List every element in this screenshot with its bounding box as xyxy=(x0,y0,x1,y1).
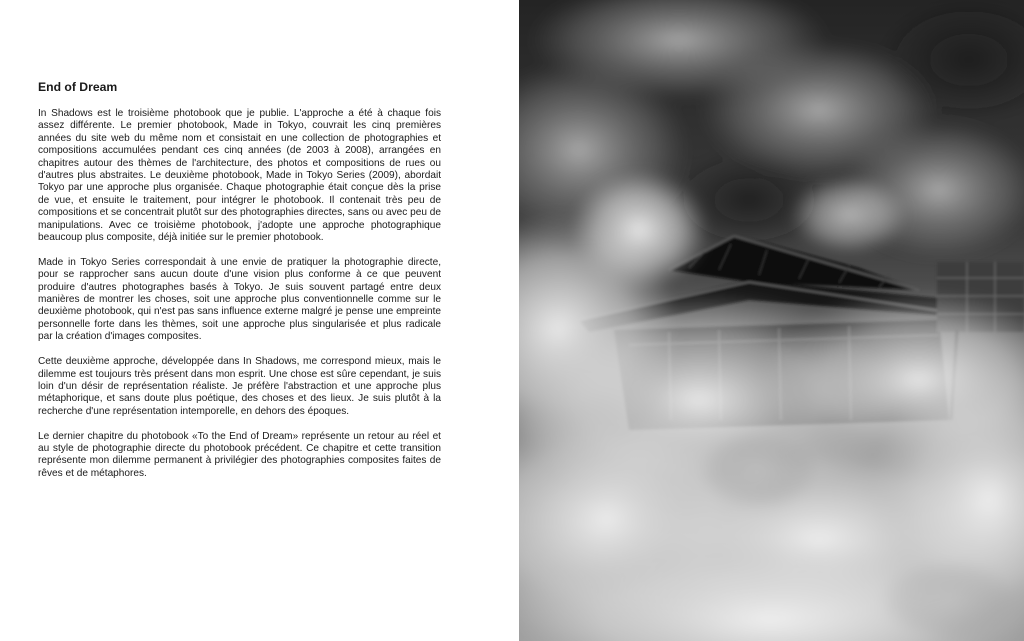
paragraph-3: Cette deuxième approche, développée dans In Shadows, me correspond mieux, mais le dilemme est toujours très présent dans mon esprit. Une chose est sûre cependant, je suis loin d'un désir de représentation réaliste. Je préfère l'abstraction et une approche plus métaphorique, et sans doute plus poétique, des choses et des lieux. Je suis plutôt à la recherche d'une représentation intemporelle, en dehors des époques. xyxy=(38,356,441,417)
paragraph-2: Made in Tokyo Series correspondait à une envie de pratiquer la photographie directe, pour se rapprocher sans aucun doute d'une vision plus conforme à ce que peuvent produire d'autres photographes basés à Tokyo. Je suis souvent partagé entre deux manières de montrer les choses, soit une approche plus conventionnelle comme sur le deuxième photobook, qui n'est pas sans influence externe malgré je pense une empreinte personnelle forte dans les thèmes, soit une approche plus singularisée et plus radicale par la création d'images composites. xyxy=(38,256,441,343)
paragraph-1: In Shadows est le troisième photobook que je publie. L'approche a été à chaque fois assez différente. Le premier photobook, Made in Tokyo, couvrait les cinq premières années du site web du même nom et consistait en une collection de photographies et compositions accumulées pendant ces cinq années (de 2003 à 2008), arrangées en chapitres autour des thèmes de l'architecture, des photos et compositions de rues ou d'autres plus abstraites. Le deuxième photobook, Made in Tokyo Series (2009), abordait Tokyo par une approche plus organisée. Chaque photographie était conçue dès la prise de vue, et ensuite le traitement, pour intégrer le photobook. Il contenait très peu de compositions et se concentrait plutôt sur des photographies directes, sans ou avec peu de manipulations. Avec ce troisième photobook, j'adopte une approche photographique beaucoup plus composite, déjà initiée sur le premier photobook. xyxy=(38,108,441,244)
foggy-roof-photograph xyxy=(519,0,1024,641)
paragraph-4: Le dernier chapitre du photobook «To the End of Dream» représente un retour au réel et au style de photographie directe du photobook précédent. Ce chapitre et cette transition représente mon dilemme permanent à privilégier des photographies composites faites de rêves et de métaphores. xyxy=(38,430,441,479)
page-title: End of Dream xyxy=(38,80,118,94)
right-page-photo xyxy=(519,0,1024,641)
text-column xyxy=(38,80,441,493)
